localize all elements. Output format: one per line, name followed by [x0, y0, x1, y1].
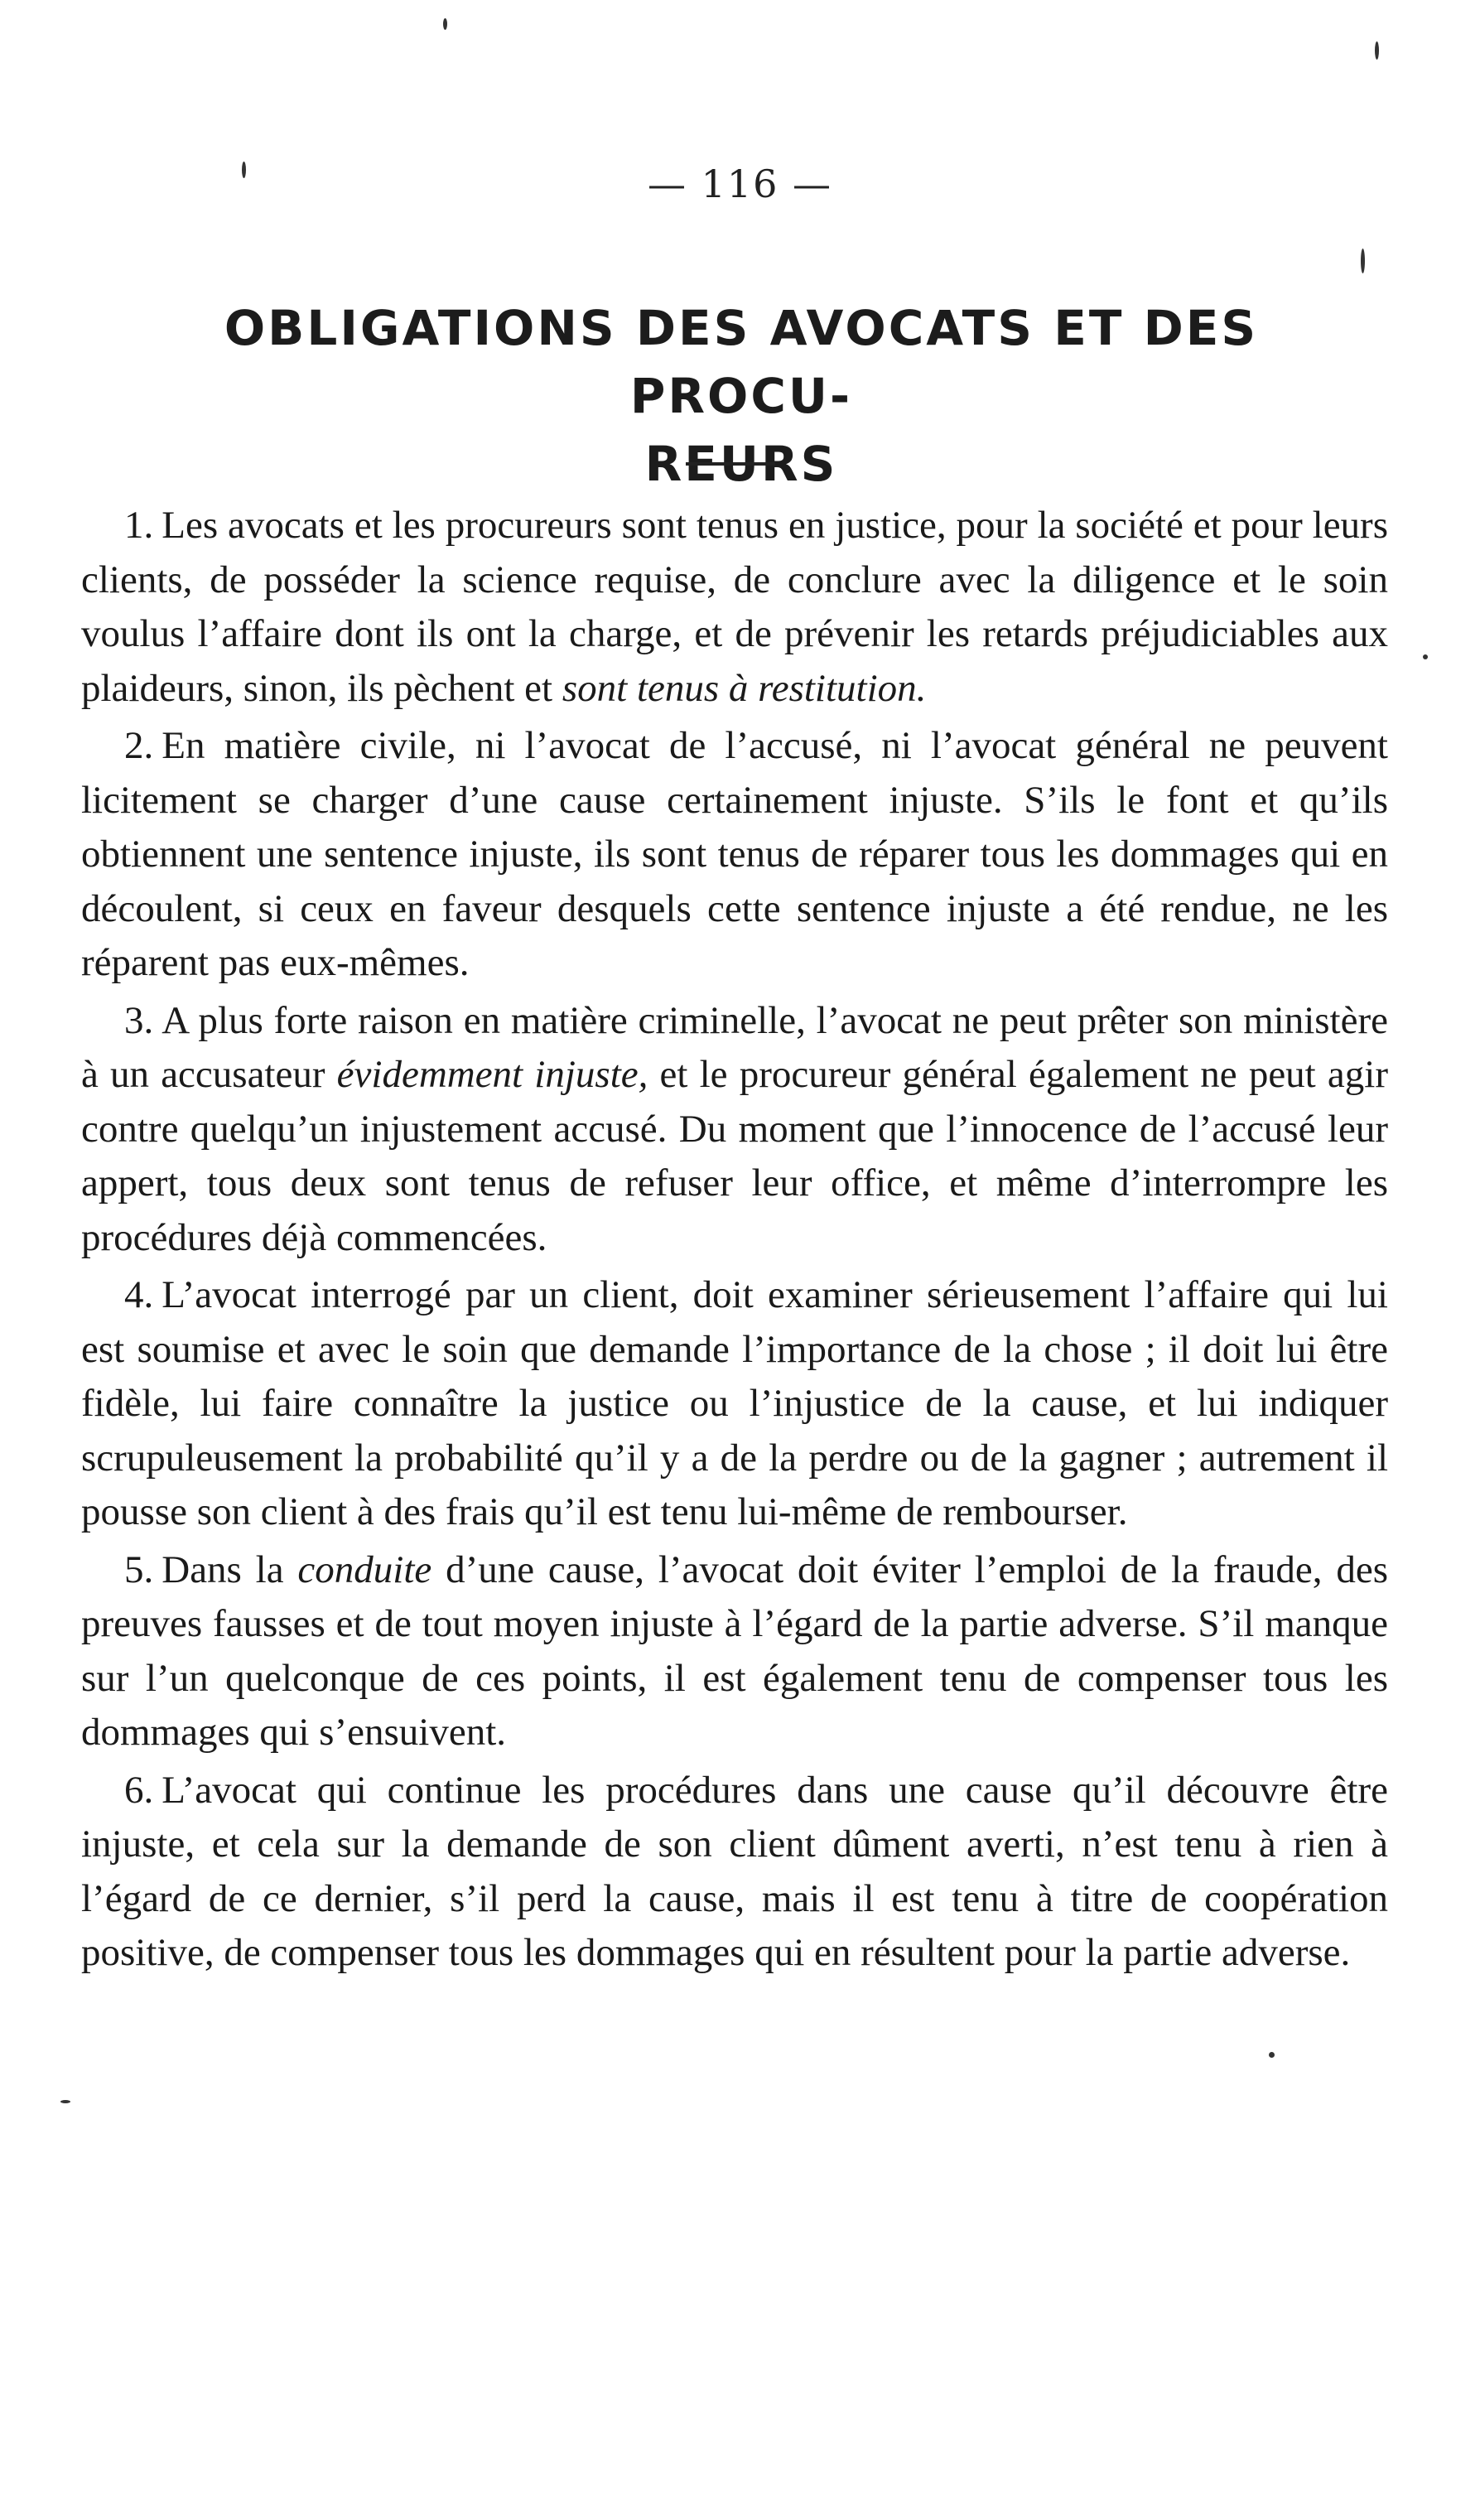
paragraph-text: Les avocats et les procureurs sont tenus en justice, pour la société et pour leurs clients, de posséder la science requise, de conclure avec la diligence et le soin voulus l’affaire dont ils ont la charge, et de prévenir les retards préjudiciables aux plaideurs, sinon, ils pèchent et [81, 504, 1388, 710]
paragraph-text: L’avocat interrogé par un client, doit examiner sérieusement l’affaire qui lui est soumise et avec le soin que demande l’importance de la chose ; il doit lui être fidèle, lui faire connaître la justice ou l’injustice de la cause, et lui indiquer scrupuleusement la probabilité qu’il y a de la perdre ou de la gagner ; autrement il pousse son client à des frais qu’il est tenu lui-même de rembourser. [81, 1273, 1388, 1533]
paragraph-4 [81, 1268, 1388, 1540]
scan-speck [1269, 2052, 1275, 2058]
paragraph-number: 6. [124, 1768, 154, 1812]
paragraph-text: A plus forte raison en matière criminelle, l’avocat ne peut prêter son ministère à un accusateur [81, 998, 1388, 1096]
paragraph-text-end: et le procureur général également ne peut agir contre quelqu’un injustement accusé. Du moment que l’innocence de l’accusé leur appert, tous deux sont tenus de refuser leur office, et même d’interrompre les procédures déjà commencées. [81, 1053, 1388, 1259]
paragraph-number: 3. [124, 998, 154, 1042]
paragraph-5 [81, 1543, 1388, 1760]
scan-speck [443, 18, 447, 30]
paragraph-emphasis: conduite [297, 1547, 432, 1591]
paragraph-text: L’avocat qui continue les procédures dans une cause qu’il découvre être injuste, et cela sur la demande de son client dûment averti, n’est tenu à rien à l’égard de ce dernier, s’il perd la cause, mais il est tenu à titre de coopération positive, de compenser tous les dommages qui en résultent pour la partie adverse. [81, 1768, 1388, 1974]
paragraph-3 [81, 994, 1388, 1266]
page-number: — 116 — [647, 162, 833, 206]
section-title-line-2: REURS [644, 436, 838, 492]
paragraph-emphasis: évidemment injuste, [336, 1053, 648, 1096]
paragraph-text-end: d’une cause, l’avocat doit éviter l’emploi de la fraude, des preuves fausses et de tout moyen injuste à l’égard de la partie adverse. S’il manque sur l’un quelconque de ces points, il est également tenu de compenser tous les dommages qui s’ensuivent. [81, 1547, 1388, 1754]
paragraph-1 [81, 499, 1388, 716]
paragraph-text: En matière civile, ni l’avocat de l’accusé, ni l’avocat général ne peuvent licitement se charger d’une cause certainement injuste. S’ils le font et qu’ils obtiennent une sentence injuste, ils sont tenus de réparer tous les dommages qui en découlent, si ceux en faveur desquels cette sentence injuste a été rendue, ne les réparent pas eux-mêmes. [81, 724, 1388, 984]
paragraph-6 [81, 1764, 1388, 1981]
paragraph-text: Dans la [161, 1547, 298, 1591]
scan-speck [1423, 654, 1428, 659]
paragraph-number: 4. [124, 1273, 154, 1316]
scan-speck [242, 162, 246, 178]
scan-speck [60, 2100, 70, 2103]
article-body [81, 499, 1388, 1984]
paragraph-2 [81, 719, 1388, 991]
paragraph-number: 1. [124, 504, 154, 547]
title-separator-rule [686, 462, 775, 466]
section-title [116, 294, 1367, 498]
paragraph-number: 2. [124, 724, 154, 767]
paragraph-emphasis: sont tenus à restitution. [562, 666, 927, 710]
section-title-line-1: OBLIGATIONS DES AVOCATS ET DES PROCU- [224, 300, 1259, 424]
scan-speck [1361, 249, 1365, 273]
paragraph-number: 5. [124, 1547, 154, 1591]
scan-speck [1375, 41, 1379, 60]
